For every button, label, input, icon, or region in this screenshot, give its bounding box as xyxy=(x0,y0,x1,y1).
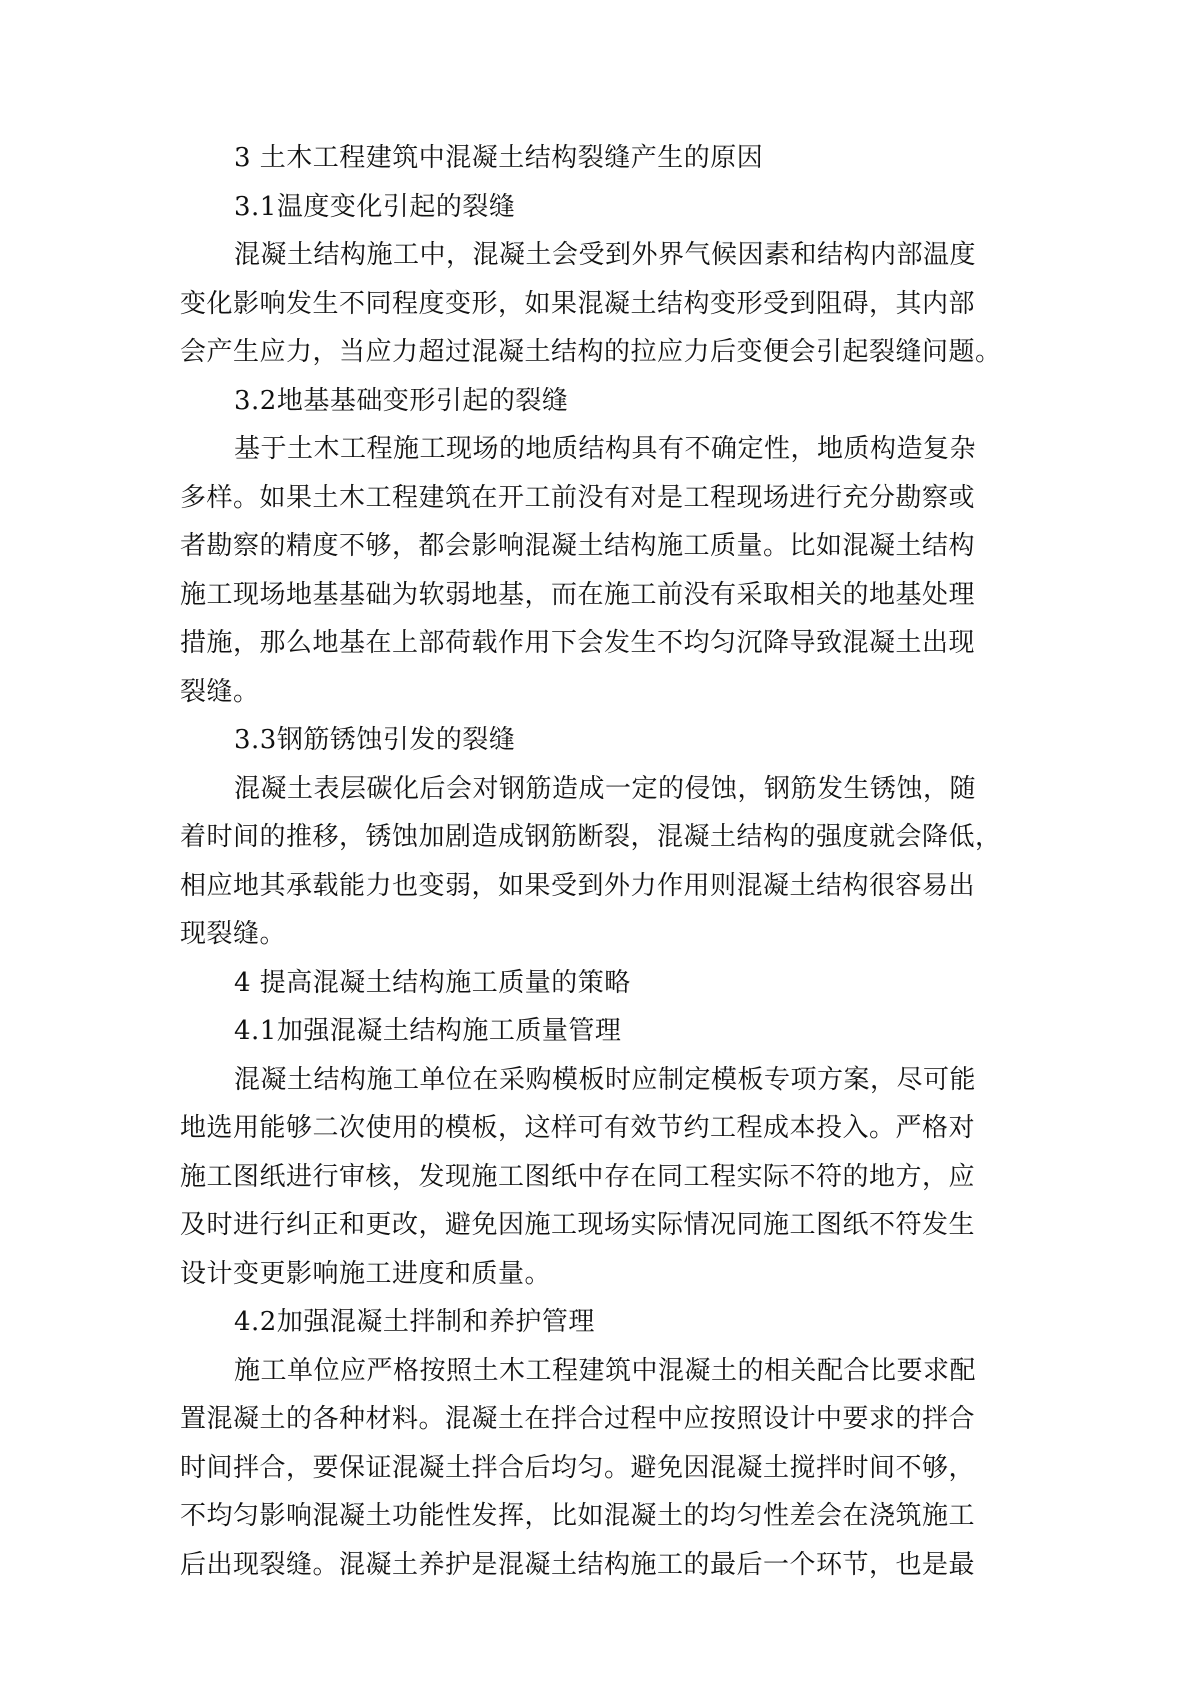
text-line: 时间拌合，要保证混凝土拌合后均匀。避免因混凝土搅拌时间不够， xyxy=(180,1452,976,1483)
text-line: 者勘察的精度不够，都会影响混凝土结构施工质量。比如混凝土结构 xyxy=(180,531,976,561)
text-line: 3.2地基基础变形引起的裂缝 xyxy=(234,385,569,416)
text-line: 3 土木工程建筑中混凝土结构裂缝产生的原因 xyxy=(234,143,764,173)
text-line: 裂缝。 xyxy=(180,676,260,707)
text-line: 混凝土结构施工单位在采购模板时应制定模板专项方案，尽可能 xyxy=(234,1064,977,1095)
text-line: 相应地其承载能力也变弱，如果受到外力作用则混凝土结构很容易出 xyxy=(180,870,976,901)
text-line: 施工图纸进行审核，发现施工图纸中存在同工程实际不符的地方，应 xyxy=(180,1161,976,1192)
document-body xyxy=(180,134,1015,1589)
text-line: 3.1温度变化引起的裂缝 xyxy=(234,191,516,222)
text-line: 混凝土结构施工中，混凝土会受到外界气候因素和结构内部温度 xyxy=(234,240,977,270)
text-line: 措施，那么地基在上部荷载作用下会发生不均匀沉降导致混凝土出现 xyxy=(180,628,976,658)
text-line: 施工现场地基基础为软弱地基，而在施工前没有采取相关的地基处理 xyxy=(180,579,976,610)
text-line: 3.3钢筋锈蚀引发的裂缝 xyxy=(234,725,516,755)
text-line: 多样。如果土木工程建筑在开工前没有对是工程现场进行充分勘察或 xyxy=(180,482,976,513)
text-line: 4.2加强混凝土拌制和养护管理 xyxy=(234,1307,595,1337)
text-line: 地选用能够二次使用的模板，这样可有效节约工程成本投入。严格对 xyxy=(180,1113,976,1143)
text-line: 变化影响发生不同程度变形，如果混凝土结构变形受到阻碍，其内部 xyxy=(180,288,976,319)
text-line: 不均匀影响混凝土功能性发挥，比如混凝土的均匀性差会在浇筑施工 xyxy=(180,1501,976,1531)
text-line: 基于土木工程施工现场的地质结构具有不确定性，地质构造复杂 xyxy=(234,434,977,464)
text-line: 及时进行纠正和更改，避免因施工现场实际情况同施工图纸不符发生 xyxy=(180,1210,976,1240)
text-line: 设计变更影响施工进度和质量。 xyxy=(180,1258,552,1289)
text-line: 4 提高混凝土结构施工质量的策略 xyxy=(234,967,631,998)
text-line: 后出现裂缝。混凝土养护是混凝土结构施工的最后一个环节，也是最 xyxy=(180,1549,976,1580)
text-line: 混凝土表层碳化后会对钢筋造成一定的侵蚀，钢筋发生锈蚀，随 xyxy=(234,773,977,804)
text-line: 施工单位应严格按照土木工程建筑中混凝土的相关配合比要求配 xyxy=(234,1355,977,1386)
text-line: 现裂缝。 xyxy=(180,919,287,949)
text-line: 着时间的推移，锈蚀加剧造成钢筋断裂，混凝土结构的强度就会降低， xyxy=(180,822,1002,852)
text-line: 4.1加强混凝土结构施工质量管理 xyxy=(234,1016,622,1046)
text-line: 会产生应力，当应力超过混凝土结构的拉应力后变便会引起裂缝问题。 xyxy=(180,337,1002,367)
text-line: 置混凝土的各种材料。混凝土在拌合过程中应按照设计中要求的拌合 xyxy=(180,1404,976,1434)
